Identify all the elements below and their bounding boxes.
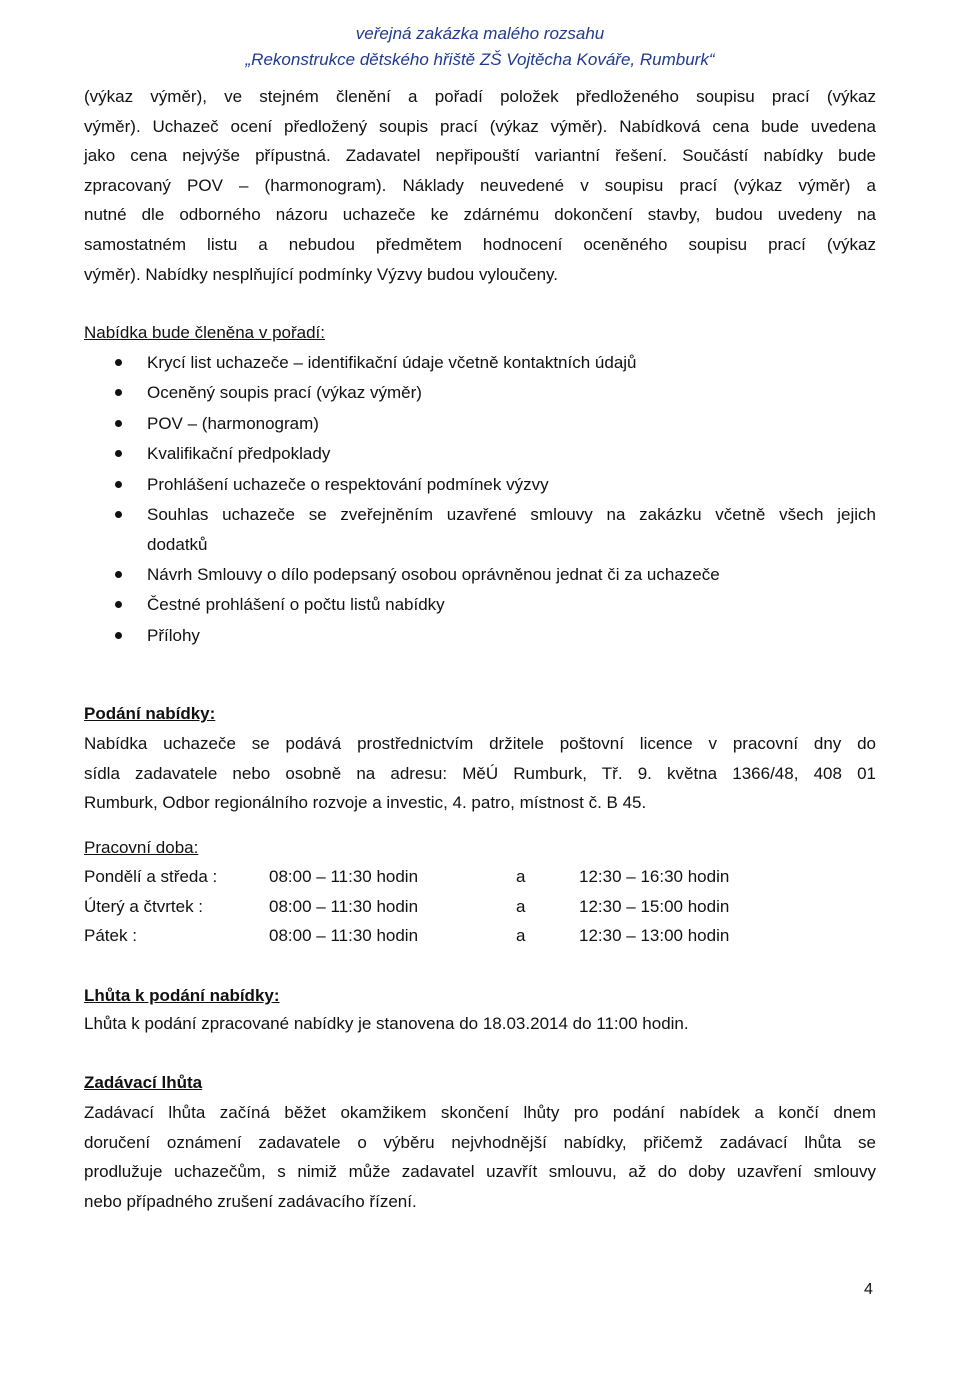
bullet-icon bbox=[115, 420, 122, 427]
submission-paragraph bbox=[84, 729, 876, 818]
hours-morning: 08:00 – 11:30 hodin bbox=[269, 867, 419, 886]
bullet-icon bbox=[115, 389, 122, 396]
bullet-icon bbox=[115, 450, 122, 457]
list-item: Prohlášení uchazeče o respektování podmínek výzvy bbox=[84, 470, 876, 500]
bullet-icon bbox=[115, 511, 122, 518]
list-item: Přílohy bbox=[84, 621, 876, 651]
list-item: Souhlas uchazeče se zveřejněním uzavřené smlouvy na zakázku včetně všech jejich dodatků bbox=[84, 500, 876, 559]
hours-day: Úterý a čtvrtek : bbox=[84, 897, 204, 916]
hours-afternoon: 12:30 – 16:30 hodin bbox=[579, 867, 730, 886]
intro-line: samostatném listu a nebudou předmětem hodnocení oceněného soupisu prací (výkaz bbox=[84, 234, 876, 254]
hours-heading: Pracovní doba: bbox=[84, 838, 199, 857]
intro-paragraph bbox=[84, 82, 876, 289]
bullet-icon bbox=[115, 359, 122, 366]
binding-paragraph bbox=[84, 1098, 876, 1216]
binding-line: nebo případného zrušení zadávacího řízení. bbox=[84, 1191, 417, 1211]
intro-line: (výkaz výměr), ve stejném členění a pořadí položek předloženého soupisu prací (výkaz bbox=[84, 87, 876, 106]
intro-line: výměr). Uchazeč ocení předložený soupis prací (výkaz výměr). Nabídková cena bude uvedena bbox=[84, 116, 876, 136]
hours-day: Pátek : bbox=[84, 926, 137, 945]
list-item: Oceněný soupis prací (výkaz výměr) bbox=[84, 378, 876, 408]
hours-and: a bbox=[516, 926, 526, 945]
intro-line: nutné dle odborného názoru uchazeče ke zdárnému dokončení stavby, budou uvedeny na bbox=[84, 205, 876, 225]
deadline-text: Lhůta k podání zpracované nabídky je stanovena do 18.03.2014 do 11:00 hodin. bbox=[84, 1014, 689, 1033]
header-project-name: „Rekonstrukce dětského hřiště ZŠ Vojtěcha Kováře, Rumburk“ bbox=[245, 50, 715, 69]
binding-line: doručení oznámení zadavatele o výběru nejvhodnější nabídky, přičemž zadávací lhůta se bbox=[84, 1132, 876, 1152]
hours-and: a bbox=[516, 867, 526, 886]
intro-line: zpracovaný POV – (harmonogram). Náklady neuvedené v soupisu prací (výkaz výměr) a bbox=[84, 175, 876, 195]
hours-afternoon: 12:30 – 15:00 hodin bbox=[579, 897, 730, 916]
header-title: veřejná zakázka malého rozsahu bbox=[355, 24, 605, 43]
order-list bbox=[84, 348, 876, 651]
submission-heading: Podání nabídky: bbox=[84, 704, 216, 723]
intro-line: výměr). Nabídky nesplňující podmínky Výzvy budou vyloučeny. bbox=[84, 264, 559, 284]
binding-heading: Zadávací lhůta bbox=[84, 1073, 203, 1092]
page-number: 4 bbox=[864, 1281, 873, 1298]
list-item: Čestné prohlášení o počtu listů nabídky bbox=[84, 590, 876, 620]
hours-afternoon: 12:30 – 13:00 hodin bbox=[579, 926, 730, 945]
list-item: Kvalifikační předpoklady bbox=[84, 439, 876, 469]
submission-line: sídla zadavatele nebo osobně na adresu: MěÚ Rumburk, Tř. 9. května 1366/48, 408 01 bbox=[84, 763, 876, 783]
order-heading: Nabídka bude členěna v pořadí: bbox=[84, 323, 326, 342]
hours-morning: 08:00 – 11:30 hodin bbox=[269, 897, 419, 916]
hours-day: Pondělí a středa : bbox=[84, 867, 218, 886]
hours-and: a bbox=[516, 897, 526, 916]
deadline-heading: Lhůta k podání nabídky: bbox=[84, 986, 280, 1005]
submission-line: Rumburk, Odbor regionálního rozvoje a investic, 4. patro, místnost č. B 45. bbox=[84, 793, 647, 813]
list-item: POV – (harmonogram) bbox=[84, 409, 876, 439]
list-item: Návrh Smlouvy o dílo podepsaný osobou oprávněnou jednat či za uchazeče bbox=[84, 560, 876, 590]
bullet-icon bbox=[115, 632, 122, 639]
list-item: Krycí list uchazeče – identifikační údaje včetně kontaktních údajů bbox=[84, 348, 876, 378]
bullet-icon bbox=[115, 571, 122, 578]
binding-line: Zadávací lhůta začíná běžet okamžikem skončení lhůty pro podání nabídek a končí dnem bbox=[84, 1103, 876, 1122]
submission-line: Nabídka uchazeče se podává prostřednictvím držitele poštovní licence v pracovní dny do bbox=[84, 734, 876, 753]
bullet-icon bbox=[115, 601, 122, 608]
hours-morning: 08:00 – 11:30 hodin bbox=[269, 926, 419, 945]
intro-line: jako cena nejvýše přípustná. Zadavatel nepřipouští variantní řešení. Součástí nabídky bude bbox=[84, 146, 876, 166]
binding-line: prodlužuje uchazečům, s nimiž může zadavatel uzavřít smlouvu, až do doby uzavření smlouvy bbox=[84, 1162, 876, 1182]
bullet-icon bbox=[115, 481, 122, 488]
